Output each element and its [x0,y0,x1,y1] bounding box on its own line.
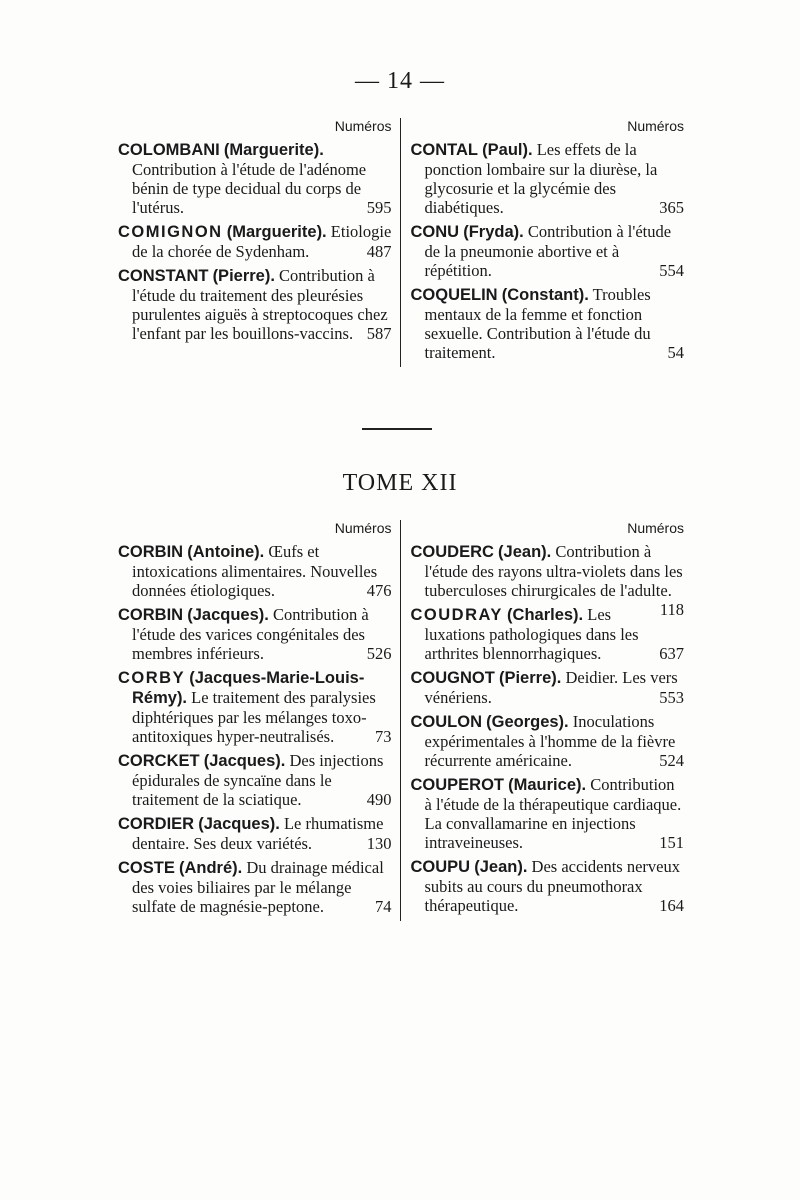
index-entry [118,266,392,343]
thesis-number: 637 [659,644,684,663]
thesis-number: 151 [659,833,684,852]
thesis-title: Les effets de la ponction lombaire sur la diurèse, la glycosurie et la glycémie des diabétiques. [424,140,658,217]
thesis-number: 595 [366,198,392,217]
index-entry [118,140,392,217]
thesis-number: 524 [659,751,684,770]
thesis-title: Contribution à l'étude des rayons ultra-violets dans les tuberculoses chirurgicales de l'adulte. [424,542,683,600]
thesis-title: Le rhumatisme dentaire. Ses deux variétés. [132,814,384,853]
index-entry [118,858,392,916]
author-given-name: (Marguerite). [223,141,324,159]
author-surname: COUDRAY [410,606,503,624]
thesis-title: Contribution à l'étude des varices congénitales des membres inférieurs. [132,605,369,663]
column-header: Numéros [627,118,684,134]
author-given-name: (Jacques). [198,815,280,833]
thesis-number: 365 [659,198,684,217]
thesis-number: 73 [375,727,392,746]
right-column [400,118,685,367]
author-surname: CONSTANT [118,267,209,285]
index-entry [411,712,685,770]
thesis-number: 476 [366,581,392,600]
thesis-title: Œufs et intoxications alimentaires. Nouvelles données étiologiques. [132,542,378,600]
index-entry [411,140,685,217]
column-header: Numéros [627,520,684,536]
thesis-number: 490 [366,790,392,809]
author-surname: COUGNOT [410,669,495,687]
index-entry [118,751,392,809]
thesis-title: Les luxations pathologiques dans les arthrites blennorrhagiques. [424,605,639,663]
thesis-title: Etiologie de la chorée de Sydenham. [132,222,392,261]
index-entry [118,542,392,600]
thesis-number: 487 [366,242,392,261]
thesis-number: 54 [667,343,684,362]
index-entry [118,222,392,261]
thesis-number: 74 [375,897,392,916]
thesis-number: 118 [659,600,684,619]
author-surname: CORCKET [118,752,200,770]
index-section-1 [118,118,684,367]
author-given-name: (Jean). [474,858,528,876]
index-section-2 [118,520,684,921]
thesis-title: Contribution à l'étude de l'adénome bénin de type decidual du corps de l'utérus. [132,160,367,217]
author-surname: COMIGNON [118,223,223,241]
author-given-name: (Georges). [486,713,569,731]
author-surname: COULON [410,713,482,731]
index-entry [411,222,685,280]
author-given-name: (Marguerite). [226,223,327,241]
column-header: Numéros [334,118,392,134]
thesis-title: Contribution à l'étude du traitement des pleurésies purulentes aiguës à streptocoques chez l'enfant par les bouillons-vaccins. [132,266,388,343]
author-surname: CONTAL [410,141,479,159]
thesis-number: 164 [659,896,684,915]
author-surname: COQUELIN [410,286,498,304]
index-entry [118,605,392,663]
index-entry [411,605,685,663]
index-entry [118,814,392,853]
author-surname: COUDERC [410,543,494,561]
thesis-number: 526 [366,644,392,663]
author-given-name: (Charles). [507,606,584,624]
author-surname: COUPU [410,858,471,876]
author-given-name: (Fryda). [463,223,524,241]
author-given-name: (Paul). [482,141,533,159]
thesis-title: Le traitement des paralysies diphtériques par les mélanges toxo-antitoxiques hyper-neutralisés. [132,688,376,746]
author-given-name: (Jacques-Marie-Louis-Rémy). [132,669,365,707]
tome-title: TOME XII [342,470,458,496]
author-surname: CORDIER [118,815,195,833]
thesis-title: Contribution à l'étude de la pneumonie abortive et à répétition. [424,222,672,280]
thesis-title: Des injections épidurales de syncaïne dans le traitement de la sciatique. [132,751,384,809]
author-surname: COLOMBANI [118,141,220,159]
index-entry [411,668,685,707]
left-column [118,520,400,921]
index-entry [411,285,685,362]
index-entry [411,857,685,915]
author-given-name: (Pierre). [212,267,275,285]
thesis-title: Contribution à l'étude de la thérapeutique cardiaque. La convallamarine en injections intraveineuses. [424,775,682,852]
thesis-title: Des accidents nerveux subits au cours du pneumothorax thérapeutique. [424,857,680,915]
author-given-name: (Antoine). [187,543,265,561]
author-given-name: (Jacques). [187,606,269,624]
column-header: Numéros [334,520,392,536]
section-divider [362,428,432,430]
thesis-number: 587 [366,324,392,343]
author-given-name: (Jean). [498,543,552,561]
author-surname: COSTE [118,859,175,877]
index-entry [411,775,685,852]
thesis-title: Troubles mentaux de la femme et fonction sexuelle. Contribution à l'étude du traitement. [424,285,651,362]
author-given-name: (Constant). [501,286,589,304]
thesis-number: 553 [659,688,684,707]
thesis-title: Inoculations expérimentales à l'homme de la fièvre récurrente américaine. [424,712,676,770]
left-column [118,118,400,367]
author-given-name: (Maurice). [508,776,587,794]
thesis-title: Deidier. Les vers vénériens. [424,668,678,707]
thesis-number: 554 [659,261,684,280]
index-entry [118,668,392,746]
author-surname: CORBIN [118,543,184,561]
author-surname: CORBIN [118,606,184,624]
author-given-name: (André). [178,859,243,877]
thesis-title: Du drainage médical des voies biliaires par le mélange sulfate de magnésie-peptone. [132,858,384,916]
author-given-name: (Pierre). [498,669,562,687]
thesis-number: 130 [366,834,392,853]
author-surname: COUPEROT [410,776,505,794]
author-surname: CONU [410,223,460,241]
author-given-name: (Jacques). [203,752,286,770]
page-number: — 14 — [355,68,445,94]
author-surname: CORBY [118,669,186,687]
right-column [400,520,685,921]
